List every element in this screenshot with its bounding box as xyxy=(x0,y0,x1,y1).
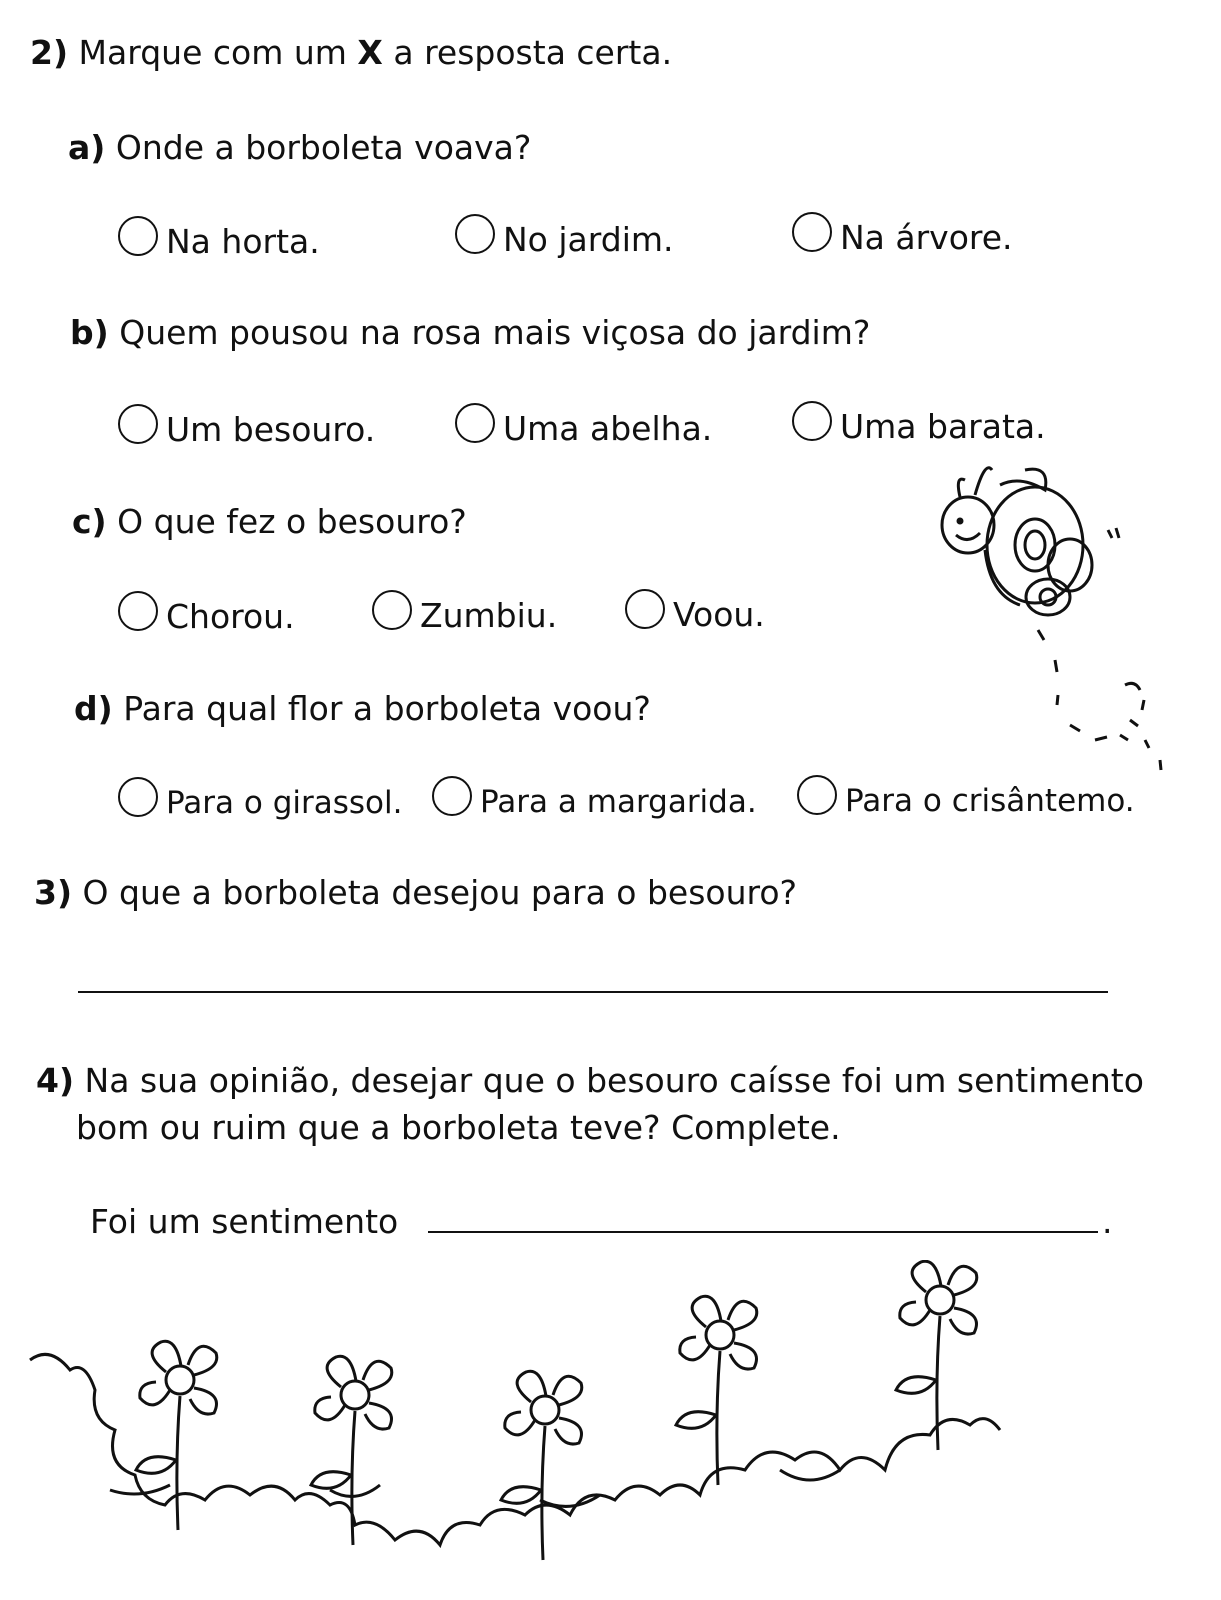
q2-text-end: a resposta certa. xyxy=(393,33,673,72)
radio-circle[interactable] xyxy=(792,212,832,252)
option-label: Um besouro. xyxy=(166,410,376,449)
option-a2[interactable] xyxy=(455,208,674,259)
radio-circle[interactable] xyxy=(797,775,837,815)
option-label: Na horta. xyxy=(166,222,320,261)
radio-circle[interactable] xyxy=(432,776,472,816)
option-c1[interactable] xyxy=(118,585,295,636)
radio-circle[interactable] xyxy=(118,216,158,256)
option-a3[interactable] xyxy=(792,206,1013,257)
q2-text: Marque com um xyxy=(78,33,347,72)
q4-prompt: Foi um sentimento xyxy=(90,1202,399,1241)
q3-text: O que a borboleta desejou para o besouro? xyxy=(82,873,798,912)
radio-circle[interactable] xyxy=(372,590,412,630)
q3-number: 3) xyxy=(34,873,73,912)
q4-heading xyxy=(36,1061,1144,1100)
letter-c: c) xyxy=(72,502,107,541)
q4-text-line1: Na sua opinião, desejar que o besouro caísse foi um sentimento xyxy=(84,1061,1144,1100)
q4-answer-line[interactable] xyxy=(428,1231,1098,1233)
option-d1[interactable] xyxy=(118,773,402,821)
option-b3[interactable] xyxy=(792,395,1046,446)
option-b1[interactable] xyxy=(118,398,375,449)
flowers-border-illustration xyxy=(0,1260,1221,1600)
letter-a: a) xyxy=(68,128,106,167)
x-mark: X xyxy=(357,33,383,72)
option-label: Uma abelha. xyxy=(503,409,713,448)
q4-text-line2: bom ou ruim que a borboleta teve? Complete. xyxy=(76,1108,841,1147)
option-label: Chorou. xyxy=(166,597,295,636)
question-text: Quem pousou na rosa mais viçosa do jardim? xyxy=(119,313,871,352)
q3-answer-line[interactable] xyxy=(78,991,1108,993)
option-label: Na árvore. xyxy=(840,218,1013,257)
letter-d: d) xyxy=(74,689,113,728)
letter-b: b) xyxy=(70,313,109,352)
option-label: No jardim. xyxy=(503,220,674,259)
radio-circle[interactable] xyxy=(455,403,495,443)
radio-circle[interactable] xyxy=(792,401,832,441)
radio-circle[interactable] xyxy=(625,589,665,629)
option-c2[interactable] xyxy=(372,584,557,635)
option-label: Para o girassol. xyxy=(166,785,403,821)
option-c3[interactable] xyxy=(625,583,765,634)
q4-number: 4) xyxy=(36,1061,75,1100)
option-label: Para a margarida. xyxy=(480,784,757,820)
question-c xyxy=(72,502,467,541)
radio-circle[interactable] xyxy=(118,777,158,817)
q4-period: . xyxy=(1102,1202,1113,1241)
question-d xyxy=(74,689,651,728)
radio-circle[interactable] xyxy=(118,404,158,444)
option-label: Zumbiu. xyxy=(420,596,558,635)
q2-number: 2) xyxy=(30,33,69,72)
question-text: Para qual flor a borboleta voou? xyxy=(123,689,651,728)
option-label: Voou. xyxy=(673,595,765,634)
option-label: Para o crisântemo. xyxy=(845,783,1135,819)
q3-heading xyxy=(34,873,798,912)
radio-circle[interactable] xyxy=(455,214,495,254)
question-a xyxy=(68,128,532,167)
butterfly-illustration xyxy=(930,455,1190,785)
question-text: O que fez o besouro? xyxy=(117,502,467,541)
option-b2[interactable] xyxy=(455,397,712,448)
question-text: Onde a borboleta voava? xyxy=(115,128,532,167)
radio-circle[interactable] xyxy=(118,591,158,631)
q2-heading xyxy=(30,33,673,72)
question-b xyxy=(70,313,871,352)
option-d2[interactable] xyxy=(432,772,757,820)
option-label: Uma barata. xyxy=(840,407,1046,446)
option-a1[interactable] xyxy=(118,210,320,261)
